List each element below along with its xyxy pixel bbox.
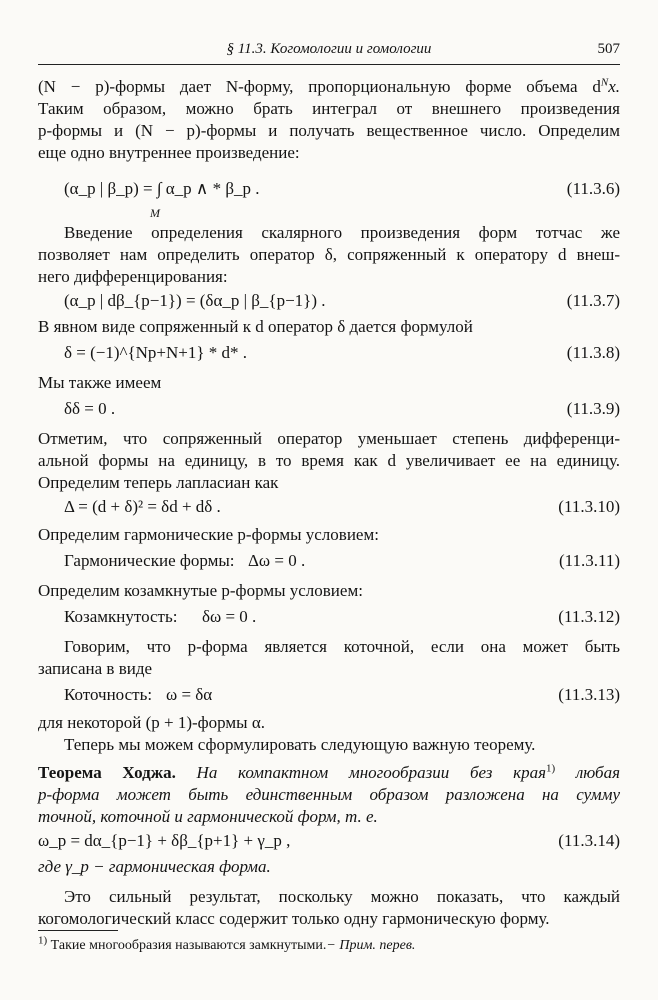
text-line: для некоторой (p + 1)-формы α. (38, 713, 265, 732)
equation-number: (11.3.8) (566, 343, 620, 362)
running-header (38, 38, 620, 65)
text-line: еще одно внутреннее произведение: (38, 143, 300, 162)
theorem-line: Теорема Ходжа. На компактном многообразии без края$^{1)}$ любая (38, 762, 621, 782)
equation-body: Δ = (d + δ)² = δd + dδ . (64, 497, 221, 516)
theorem-title: Теорема Ходжа. (38, 763, 176, 782)
integral-domain: M (150, 206, 160, 220)
text-line: Таким образом, можно брать интеграл от внешнего произведения (38, 99, 620, 118)
equation-label: Коточность: (64, 685, 153, 704)
equation-body: (α_p | dβ_{p−1}) = (δα_p | β_{p−1}) . (64, 291, 326, 310)
text-line: Введение определения скалярного произведения форм тотчас же (64, 223, 620, 242)
text-line: альной формы на единицу, в то время как d увеличивает ее на единицу. (38, 451, 620, 470)
text-line: p-формы и (N − p)-формы и получать вещественное число. Определим (38, 121, 620, 140)
equation-number: (11.3.12) (558, 607, 620, 626)
theorem-line: p-форма может быть единственным образом разложена на сумму (38, 785, 620, 804)
text-line: позволяет нам определить оператор δ, сопряженный к оператору d внеш- (38, 245, 620, 264)
equation-number: (11.3.13) (558, 685, 620, 704)
text-line: Мы также имеем (38, 373, 162, 392)
text-line: Это сильный результат, поскольку можно показать, что каждый (64, 887, 620, 906)
footnote-note: − Прим. перев. (326, 938, 416, 953)
equation-number: (11.3.9) (566, 399, 620, 418)
page-number: 507 (597, 41, 620, 57)
equation-number: (11.3.14) (558, 831, 620, 850)
text-line: (N − p)-формы дает N-форму, пропорциональную форме объема $d^Nx$. (38, 76, 620, 96)
equation-body: ω_p = dα_{p−1} + δβ_{p+1} + γ_p , (38, 831, 291, 850)
text-line: В явном виде сопряженный к d оператор δ дается формулой (38, 317, 473, 336)
text-line: Говорим, что p-форма является коточной, если она может быть (64, 637, 620, 656)
footnote-rule (38, 930, 118, 931)
page (38, 0, 620, 1000)
text-line: записана в виде (38, 659, 153, 678)
footnote-mark: 1) (38, 934, 48, 947)
equation-number: (11.3.10) (558, 497, 620, 516)
footnote-text: Такие многообразия называются замкнутыми. (50, 938, 327, 953)
equation-body: δδ = 0 . (64, 399, 116, 418)
text-line: где γ_p − гармоническая форма. (38, 857, 271, 876)
header-title: § 11.3. Когомологии и гомологии (226, 41, 432, 57)
text-line: Определим теперь лапласиан как (38, 473, 279, 492)
text-line: Определим козамкнутые p-формы условием: (38, 581, 363, 600)
text-line: него дифференцирования: (38, 267, 228, 286)
footnote (38, 936, 620, 956)
equation-number: (11.3.7) (566, 291, 620, 310)
equation-body: δω = 0 . (202, 607, 257, 626)
equation-label: Гармонические формы: (64, 551, 235, 570)
equation-body: ω = δα (166, 685, 213, 704)
equation-number: (11.3.11) (558, 551, 620, 570)
theorem-line: точной, коточной и гармонической форм, т. е. (38, 807, 378, 826)
text-line: Отметим, что сопряженный оператор уменьшает степень дифференци- (38, 429, 620, 448)
equation-body: (α_p | β_p) = ∫ α_p ∧ * β_p . (64, 179, 260, 198)
equation-number: (11.3.6) (566, 179, 620, 198)
text-line: Определим гармонические p-формы условием: (38, 525, 379, 544)
text-line: Теперь мы можем сформулировать следующую важную теорему. (64, 735, 536, 754)
equation-label: Козамкнутость: (64, 607, 178, 626)
text-line: когомологический класс содержит только одну гармоническую форму. (38, 909, 550, 928)
equation-body: δ = (−1)^{Np+N+1} * d* . (64, 343, 248, 362)
equation-body: Δω = 0 . (248, 551, 306, 570)
